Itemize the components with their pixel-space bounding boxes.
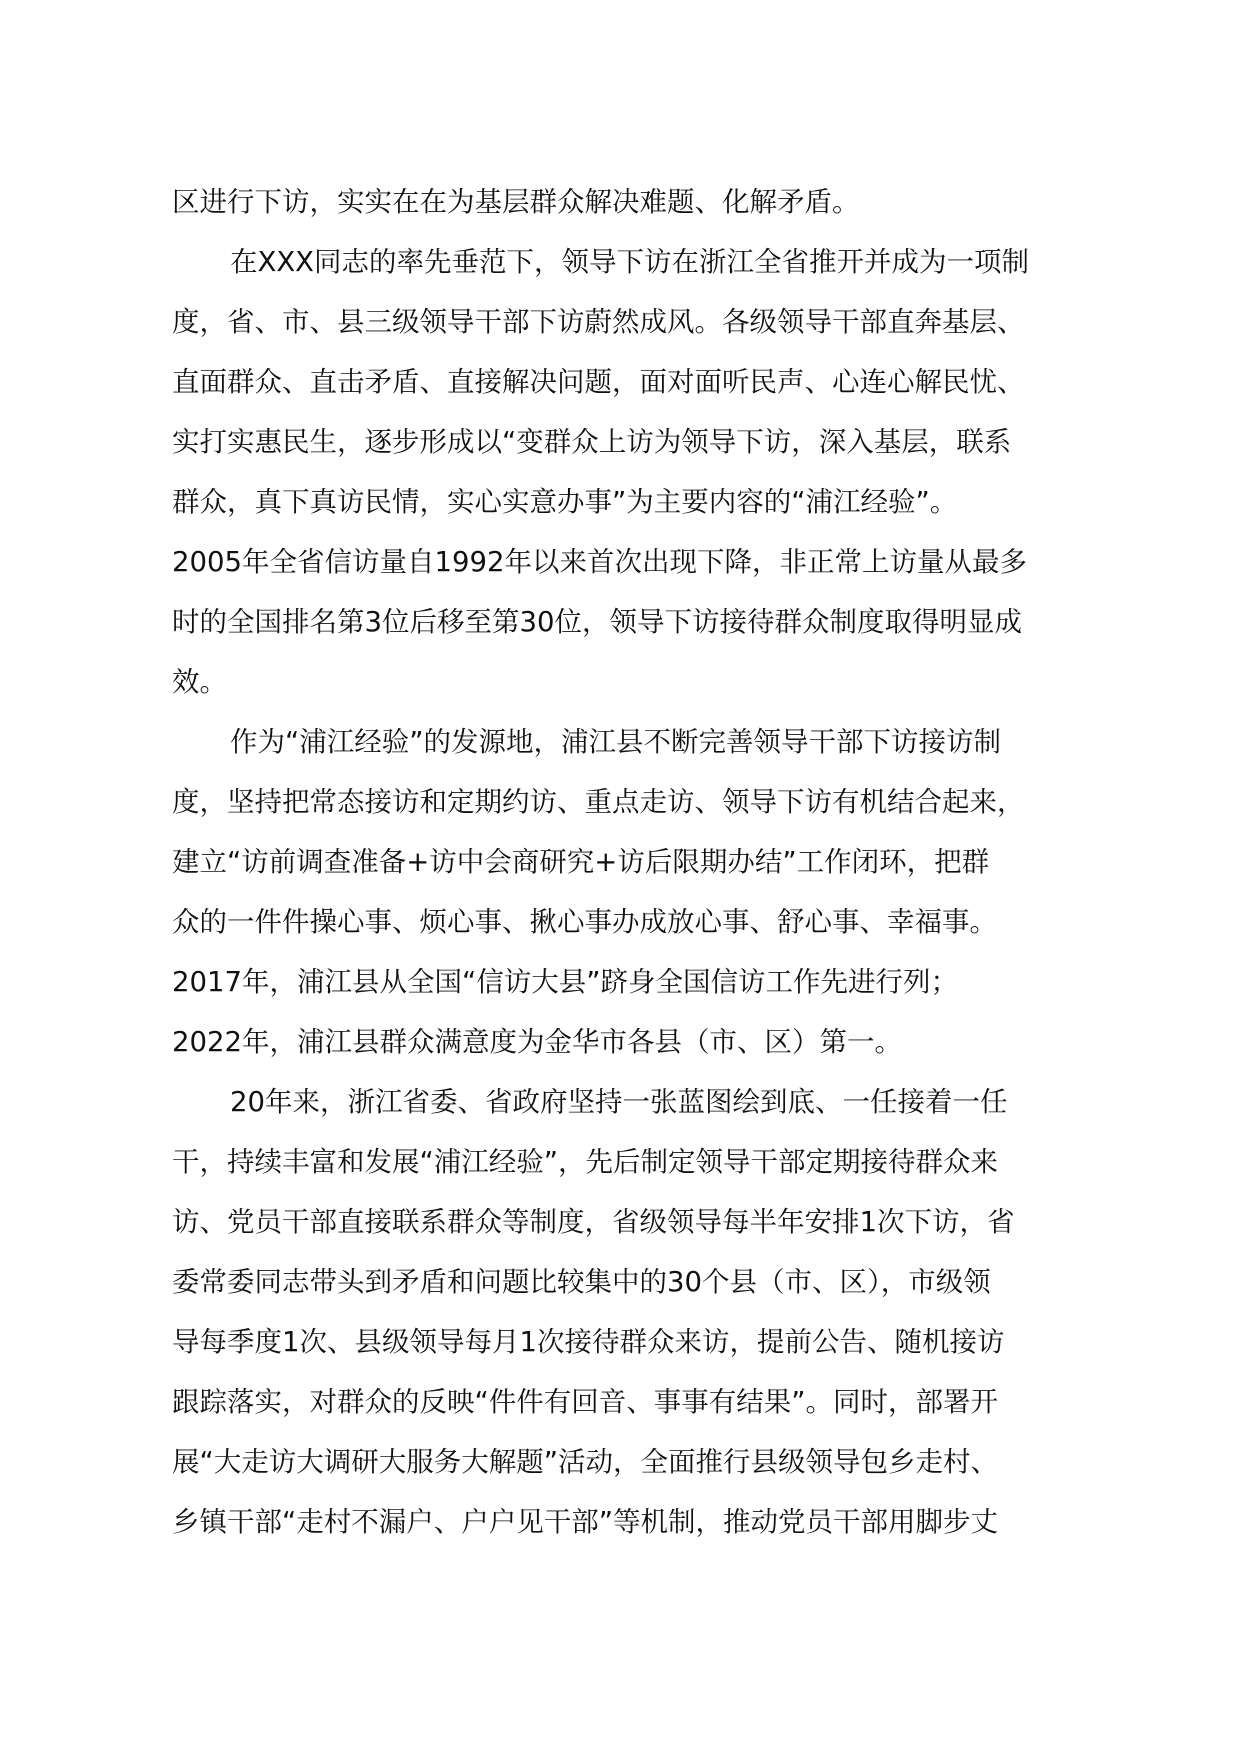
text-line: 群众，真下真访民情，实心实意办事”为主要内容的“浦江经验”。	[172, 486, 958, 518]
paragraph-start-line: 作为“浦江经验”的发源地，浦江县不断完善领导干部下访接访制	[230, 726, 1001, 758]
text-line: 度，省、市、县三级领导干部下访蔚然成风。各级领导干部直奔基层、	[172, 306, 1025, 338]
paragraph-start-line: 20年来，浙江省委、省政府坚持一张蓝图绘到底、一任接着一任	[230, 1086, 1008, 1118]
text-line: 建立“访前调查准备+访中会商研究+访后限期办结”工作闭环，把群	[172, 846, 990, 878]
body-text	[172, 172, 1092, 1552]
text-line: 效。	[172, 666, 227, 698]
paragraph-start-line: 在XXX同志的率先垂范下，领导下访在浙江全省推开并成为一项制	[230, 246, 1030, 278]
text-line: 导每季度1次、县级领导每月1次接待群众来访，提前公告、随机接访	[172, 1326, 1005, 1358]
text-line: 干，持续丰富和发展“浦江经验”，先后制定领导干部定期接待群众来	[172, 1146, 998, 1178]
text-line: 众的一件件操心事、烦心事、揪心事办成放心事、舒心事、幸福事。	[172, 906, 997, 938]
text-line: 2005年全省信访量自1992年以来首次出现下降，非正常上访量从最多	[172, 546, 1027, 578]
text-line: 跟踪落实，对群众的反映“件件有回音、事事有结果”。同时，部署开	[172, 1386, 998, 1418]
text-line: 实打实惠民生，逐步形成以“变群众上访为领导下访，深入基层，联系	[172, 426, 1012, 458]
text-line: 委常委同志带头到矛盾和问题比较集中的30个县（市、区），市级领	[172, 1266, 991, 1298]
text-line: 展“大走访大调研大服务大解题”活动，全面推行县级领导包乡走村、	[172, 1446, 998, 1478]
text-line: 直面群众、直击矛盾、直接解决问题，面对面听民声、心连心解民忧、	[172, 366, 1025, 398]
text-line: 度，坚持把常态接访和定期约访、重点走访、领导下访有机结合起来，	[172, 786, 1025, 818]
text-line: 时的全国排名第3位后移至第30位，领导下访接待群众制度取得明显成	[172, 606, 1022, 638]
text-line: 2017年，浦江县从全国“信访大县”跻身全国信访工作先进行列；	[172, 966, 958, 998]
text-line: 访、党员干部直接联系群众等制度，省级领导每半年安排1次下访，省	[172, 1206, 1015, 1238]
text-line: 2022年，浦江县群众满意度为金华市各县（市、区）第一。	[172, 1026, 902, 1058]
text-line: 区进行下访，实实在在为基层群众解决难题、化解矛盾。	[172, 186, 860, 218]
text-line: 乡镇干部“走村不漏户、户户见干部”等机制，推动党员干部用脚步丈	[172, 1506, 998, 1538]
